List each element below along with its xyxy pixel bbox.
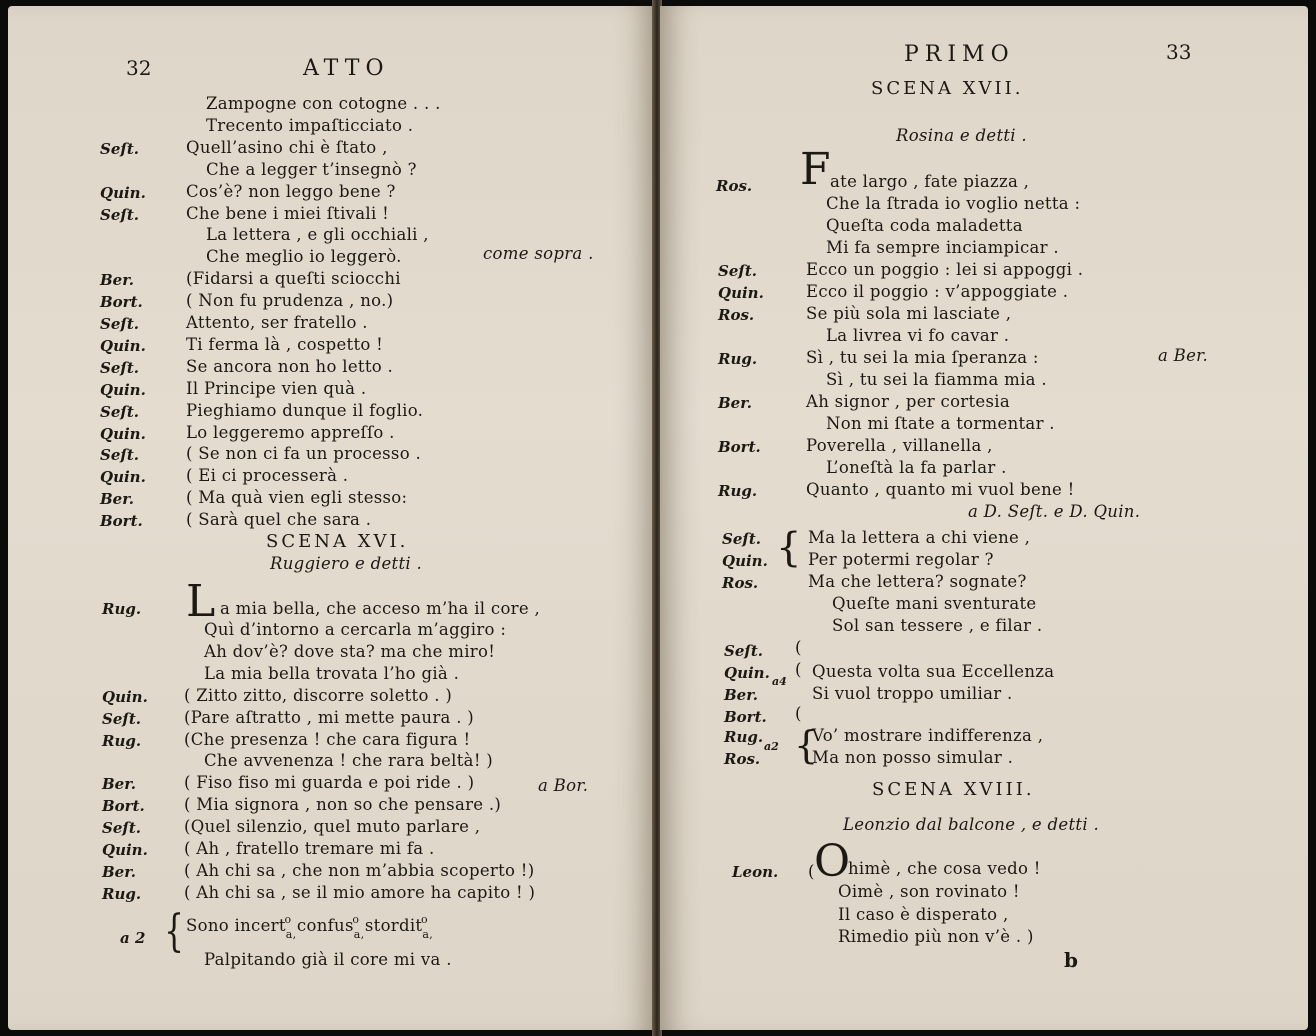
verse-line: Il Principe vien quà .	[186, 378, 367, 398]
verse-line: (Quel silenzio, quel muto parlare ,	[184, 817, 481, 837]
page-number: 33	[1166, 40, 1192, 64]
verse-line: Il caso è disperato ,	[838, 904, 1009, 924]
scene-cast: Leonzio dal balcone , e detti .	[843, 815, 1099, 834]
verse-line: ate largo , fate piazza ,	[830, 172, 1030, 191]
speaker-label: Seſt.	[100, 358, 139, 377]
verse-line: Se più sola mi lasciate ,	[806, 304, 1012, 323]
speaker-label: Ber.	[718, 394, 752, 412]
scene-title: SCENA XVIII.	[872, 779, 1035, 800]
speaker-label: Quin.	[100, 336, 146, 355]
scene-title: SCENA XVII.	[871, 78, 1024, 99]
verse-line: Se ancora non ho letto .	[186, 356, 394, 376]
speaker-label: Bort.	[724, 708, 767, 726]
verse-line: a mia bella, che acceso m’ha il core ,	[220, 599, 541, 618]
brace: {	[776, 525, 802, 571]
verse-line: Ma la lettera a chi viene ,	[808, 528, 1031, 547]
bracket-mark: (	[795, 704, 802, 723]
verse-line: Non mi ſtate a tormentar .	[826, 414, 1055, 433]
verse-line: L’oneſtà la fa parlar .	[826, 458, 1007, 477]
verse-line: Zampogne con cotogne . . .	[206, 94, 441, 113]
left-page	[8, 6, 654, 1030]
speaker-label: Ros.	[716, 177, 753, 195]
speaker-label: Quin.	[100, 183, 146, 202]
stage-direction: a Bor.	[538, 776, 589, 795]
drop-cap: O	[814, 836, 851, 887]
verse-line: ( Se non ci fa un processo .	[186, 444, 422, 464]
verse-line: Che bene i miei ſtivali !	[186, 203, 390, 223]
scene-title: SCENA XVI.	[266, 531, 409, 552]
speaker-label: Seſt.	[718, 262, 757, 280]
speaker-label: Ros.	[718, 306, 755, 324]
scene-cast: Rosina e detti .	[896, 126, 1027, 145]
verse-line: Che meglio io leggerò.	[206, 247, 402, 267]
verse-line: Pieghiamo dunque il foglio.	[186, 400, 424, 420]
verse-line: Lo leggeremo appreſſo .	[186, 422, 395, 442]
verse-line: Ah dov’è? dove sta? ma che miro!	[204, 641, 496, 661]
speaker-label: Quin.	[722, 552, 768, 570]
stage-direction: a D. Seſt. e D. Quin.	[968, 502, 1141, 521]
speaker-label: Bort.	[102, 797, 145, 816]
verse-line: (Che presenza ! che cara figura !	[184, 729, 471, 749]
speaker-label: Seſt.	[724, 642, 763, 660]
verse-line: Rimedio più non v’è . )	[838, 927, 1034, 946]
verse-line: Quì d’intorno a cercarla m’aggiro :	[204, 620, 507, 639]
brace: {	[794, 723, 819, 767]
speaker-label: a 2	[120, 929, 146, 947]
speaker-label: Quin.	[100, 380, 146, 399]
verse-line: Ma non posso simular .	[812, 748, 1014, 767]
speaker-label: Quin.	[102, 687, 148, 706]
speaker-label: Ber.	[102, 775, 136, 794]
brace: {	[164, 906, 184, 957]
stage-direction: a Ber.	[1158, 346, 1209, 365]
speaker-label: Seſt.	[102, 819, 141, 838]
stage-direction: come sopra .	[483, 244, 594, 263]
speaker-label: Quin.	[718, 284, 764, 302]
drop-cap: F	[800, 144, 831, 195]
verse-line: Vo’ mostrare indifferenza ,	[812, 726, 1044, 745]
speaker-label: Rug.	[102, 731, 142, 750]
speaker-label: Ber.	[100, 490, 134, 509]
drop-cap: L	[186, 576, 216, 627]
verse-line: ( Mia signora , non so che pensare .)	[184, 795, 502, 815]
verse-line: Ecco un poggio : lei si appoggi .	[806, 260, 1084, 279]
speaker-label: Rug.	[102, 600, 142, 618]
verse-line: Sol san tessere , e filar .	[832, 616, 1043, 635]
verse-line: Quanto , quanto mi vuol bene !	[806, 480, 1075, 499]
page-header: PRIMO	[904, 42, 1015, 67]
verse-line: Si vuol troppo umiliar .	[812, 684, 1013, 703]
verse-line: Cos’è? non leggo bene ?	[186, 181, 396, 201]
verse-line: ( Ma quà vien egli stesso:	[186, 488, 408, 508]
speaker-label: Quin.	[102, 841, 148, 859]
speaker-label: Ros.	[724, 750, 761, 768]
speaker-label: Bort.	[100, 293, 143, 312]
page-header: ATTO	[303, 56, 390, 81]
verse-line: (Fidarsi a queſti sciocchi	[186, 269, 401, 289]
verse-line: Ma che lettera? sognate?	[808, 572, 1027, 591]
verse-line: Sì , tu sei la fiamma mia .	[826, 370, 1047, 389]
speaker-label: Rug.	[724, 728, 764, 746]
speaker-label: Ber.	[102, 862, 136, 881]
verse-line: Quell’asino chi è ſtato ,	[186, 137, 388, 157]
speaker-label: Rug.	[102, 884, 142, 903]
bracket-mark: (	[795, 638, 802, 657]
verse-line: Queſte mani sventurate	[832, 594, 1037, 613]
speaker-label: Quin.	[100, 468, 146, 487]
verse-line: Ah signor , per cortesia	[806, 392, 1010, 411]
verse-line: Attento, ser fratello .	[186, 313, 368, 332]
verse-line: Sono incert$_{a,}^o$ confus$_{a,}^o$ stordit$_{a,}^o$	[186, 913, 434, 941]
speaker-label: Leon.	[732, 863, 779, 881]
speaker-label: Ber.	[100, 271, 134, 290]
verse-line: Per potermi regolar ?	[808, 550, 994, 569]
right-page	[660, 6, 1308, 1030]
verse-line: Questa volta sua Eccellenza	[812, 662, 1055, 681]
scene-cast: Ruggiero e detti .	[270, 554, 423, 573]
verse-line: Palpitando già il core mi va .	[204, 950, 452, 969]
ensemble-mark: a2	[764, 740, 779, 753]
speaker-label: Seſt.	[100, 402, 139, 421]
speaker-label: Ros.	[722, 574, 759, 592]
verse-line: (Pare aſtratto , mi mette paura . )	[184, 707, 475, 727]
verse-line: Poverella , villanella ,	[806, 436, 993, 455]
verse-line: ( Ah , fratello tremare mi fa .	[184, 839, 435, 858]
speaker-label: Seſt.	[100, 446, 139, 465]
verse-line: himè , che cosa vedo !	[848, 859, 1041, 878]
speaker-label: Bort.	[718, 438, 761, 456]
speaker-label: Quin.	[100, 424, 146, 443]
speaker-label: Seſt.	[100, 315, 139, 333]
verse-line: Ecco il poggio : v’appoggiate .	[806, 282, 1069, 301]
verse-line: Mi fa sempre inciampicar .	[826, 238, 1059, 257]
verse-line: ( Sarà quel che sara .	[186, 510, 372, 530]
verse-line: ( Non fu prudenza , no.)	[186, 291, 394, 311]
speaker-label: Ber.	[724, 686, 758, 704]
speaker-label: Seſt.	[722, 530, 761, 548]
verse-line: ( Ah chi sa , che non m’abbia scoperto !)	[184, 860, 535, 880]
verse-line: ( Ah chi sa , se il mio amore ha capito ! )	[184, 882, 536, 902]
bracket-mark: (	[795, 660, 802, 679]
verse-line: Queſta coda maladetta	[826, 216, 1023, 235]
ensemble-mark: a4	[772, 675, 787, 688]
speaker-label: Rug.	[718, 482, 758, 500]
speaker-label: Seſt.	[100, 205, 139, 224]
speaker-label: Bort.	[100, 512, 143, 531]
verse-line: ( Fiso fiso mi guarda e poi ride . )	[184, 773, 475, 793]
speaker-label: Seſt.	[102, 709, 141, 728]
verse-line: La livrea vi fo cavar .	[826, 326, 1010, 345]
speaker-label: Quin.	[724, 664, 770, 682]
verse-line: Che la ſtrada io voglio netta :	[826, 194, 1081, 213]
speaker-label: Rug.	[718, 350, 758, 368]
bracket-mark: (	[808, 862, 815, 881]
verse-line: Che avvenenza ! che rara beltà! )	[204, 751, 494, 771]
verse-line: ( Ei ci processerà .	[186, 466, 349, 486]
verse-line: Che a legger t’insegnò ?	[206, 159, 417, 179]
verse-line: Oimè , son rovinato !	[838, 882, 1020, 901]
verse-line: Sì , tu sei la mia ſperanza :	[806, 348, 1039, 367]
verse-line: La mia bella trovata l’ho già .	[204, 663, 460, 683]
verse-line: Ti ferma là , cospetto !	[186, 334, 384, 354]
verse-line: La lettera , e gli occhiali ,	[206, 225, 429, 245]
verse-line: Trecento impaſticciato .	[206, 115, 414, 135]
speaker-label: Seſt.	[100, 139, 139, 158]
verse-line: ( Zitto zitto, discorre soletto . )	[184, 685, 453, 705]
signature-mark: b	[1064, 948, 1079, 972]
page-number: 32	[126, 56, 152, 80]
